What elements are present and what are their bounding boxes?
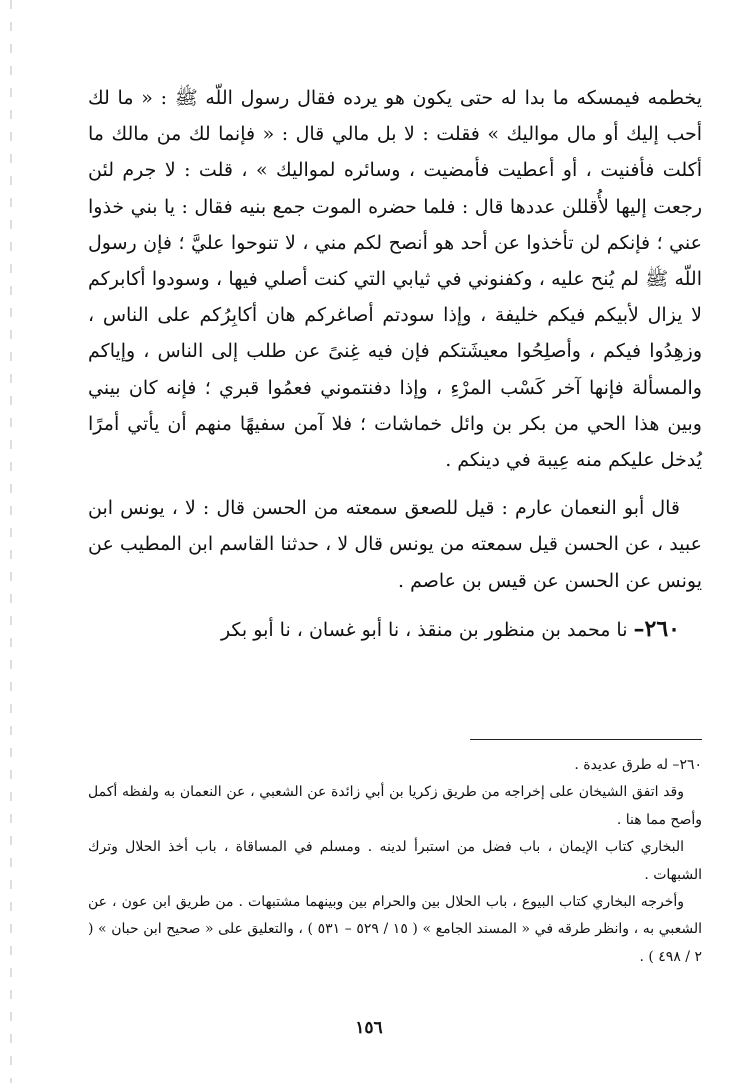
main-text-block: [88, 80, 702, 648]
body-paragraph: قال أبو النعمان عارم : قيل للصعق سمعته من الحسن قال : لا ، يونس ابن عبيد ، عن الحسن قيل سمعته من يونس قال لا ، حدثنا القاسم ابن المطيب عن يونس عن الحسن عن قيس بن عاصم .: [88, 497, 702, 592]
body-paragraph: يخطمه فيمسكه ما بدا له حتى يكون هو يرده فقال رسول اللّه ﷺ : « ما لك أحب إليك أو مال مواليك » فقلت : لا بل مالي قال : « فإنما لك من مالك ما أكلت فأفنيت ، أو أعطيت فأمضيت ، وسائره لمواليك » ، قلت : لا جرم لئن رجعت إليها لأُقللن عددها قال : فلما حضره الموت جمع بنيه فقال : يا بني خذوا عني ؛ فإنكم لن تأخذوا عن أحد هو أنصح لكم مني ، لا تنوحوا عليَّ ؛ فإن رسول اللّه ﷺ لم يُنح عليه ، وكفنوني في ثيابي التي كنت أصلي فيها ، وسودوا أكابركم لا يزال لأبيكم فيكم خليفة ، وإذا سودتم أصاغركم هان أكابِرُكم على الناس ، وزهِدُوا فيكم ، وأصلِحُوا معيشَتكم فإن فيه غِنىً عن طلب إلى الناس ، وإياكم والمسألة فإنها آخر كَسْب المرْءِ ، وإذا دفنتموني فعمُوا قبري ؛ فإنه كان بيني وبين هذا الحي من بكر بن وائل خماشات ؛ فلا آمن سفيهًا منهم أن يأتي أمرًا يُدخل عليكم منه عِيبة في دينكم .: [88, 87, 703, 472]
footnote: ٢٦٠– له طرق عديدة .: [574, 757, 702, 773]
hadith-number: ٢٦٠–: [633, 615, 680, 642]
footnote-separator: [470, 739, 702, 740]
hadith-paragraph: [88, 611, 702, 648]
page-number: ١٥٦: [355, 1018, 383, 1038]
footnote: وقد اتفق الشيخان على إخراجه من طريق زكريا بن أبي زائدة عن الشعبي ، عن النعمان به ولفظه أكمل وأصح مما هنا .: [88, 784, 702, 828]
hadith-text: نا محمد بن منظور بن منقذ ، نا أبو غسان ، نا أبو بكر: [220, 618, 634, 641]
footnotes-block: [88, 752, 702, 971]
binding-edge: [10, 0, 12, 1083]
footnote: وأخرجه البخاري كتاب البيوع ، باب الحلال بين والحرام بين وبينهما مشتبهات . من طريق ابن عون ، عن الشعبي به ، وانظر طرقه في « المسند الجامع » ( ١٥ / ٥٢٩ – ٥٣١ ) ، والتعليق على « صحيح ابن حبان » ( ٢ / ٤٩٨ ) .: [88, 894, 703, 965]
footnote: البخاري كتاب الإيمان ، باب فضل من استبرأ لدينه . ومسلم في المساقاة ، باب أخذ الحلال وترك الشبهات .: [88, 839, 702, 883]
